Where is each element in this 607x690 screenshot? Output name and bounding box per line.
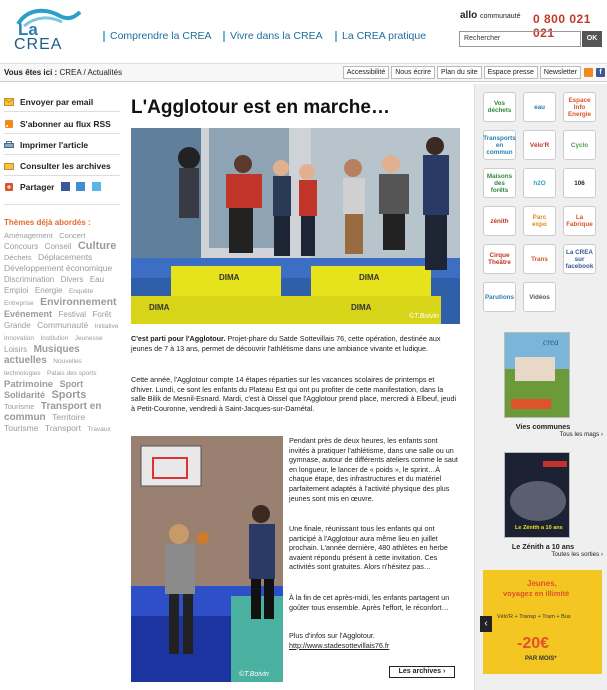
- tag-link[interactable]: Enquête: [68, 288, 94, 295]
- magazine-cover-title: crea: [543, 337, 559, 347]
- tag-link[interactable]: Loisirs: [4, 345, 28, 354]
- tag-link[interactable]: Forêt: [92, 310, 112, 319]
- tag-link[interactable]: Energie: [34, 286, 63, 295]
- tag-cloud: [4, 229, 122, 434]
- tag-link[interactable]: Patrimoine: [4, 379, 54, 390]
- tag-link[interactable]: Grande: [4, 321, 31, 330]
- magazine-title[interactable]: Vies communes: [515, 422, 571, 431]
- breadcrumb-prefix: Vous êtes ici :: [4, 68, 58, 77]
- service-tile[interactable]: Transports en commun: [483, 130, 516, 160]
- more-info-text: Plus d'infos sur l'Agglotour.: [289, 631, 375, 640]
- service-tile[interactable]: Espace Info Energie: [563, 92, 596, 122]
- tag-link[interactable]: Innovation: [4, 335, 34, 342]
- allo-text: allo: [460, 10, 478, 21]
- breadcrumb: [4, 68, 122, 77]
- article-paragraph-5: À la fin de cet après-midi, les enfants partagent un goûter tous ensemble. Après l'effort, le réconfort…: [289, 593, 450, 612]
- service-tile[interactable]: Parutions: [483, 282, 516, 312]
- rss-action-label: S'abonner au flux RSS: [20, 119, 111, 129]
- archives-button[interactable]: Les archives ›: [389, 666, 455, 678]
- myspace-share-icon[interactable]: [76, 182, 85, 191]
- service-tile[interactable]: eau: [523, 92, 556, 122]
- article-title: L'Agglotour est en marche…: [131, 97, 390, 118]
- breadcrumb-path[interactable]: CREA / Actualités: [59, 68, 123, 77]
- zenith-cover-illustration: [505, 453, 570, 538]
- ad-line2: voyagez en illimité: [503, 589, 570, 598]
- tag-link[interactable]: Musiques actuelles: [4, 344, 80, 366]
- athletics-photo-illustration: [131, 128, 460, 324]
- tag-link[interactable]: Transport: [44, 423, 81, 433]
- print-action[interactable]: [4, 140, 88, 150]
- share-action-label: Partager: [20, 182, 55, 192]
- tag-link[interactable]: Initiative: [94, 323, 119, 330]
- article-photo-main: [131, 128, 460, 324]
- share-action: [4, 182, 101, 192]
- folder-icon: [4, 162, 14, 170]
- logo-line1: La: [18, 20, 38, 39]
- tag-link[interactable]: Eau: [89, 275, 105, 284]
- service-tile[interactable]: Cirque Théâtre: [483, 244, 516, 274]
- search-input[interactable]: Rechercher: [459, 31, 581, 47]
- service-tile[interactable]: Vélo'R: [523, 130, 556, 160]
- zenith-cover-text: Le Zénith a 10 ans: [515, 525, 563, 531]
- divider: [4, 111, 120, 112]
- zenith-title[interactable]: Le Zénith a 10 ans: [511, 542, 575, 551]
- divider: [4, 175, 120, 176]
- tag-link[interactable]: Evénement: [4, 309, 53, 319]
- service-tile[interactable]: h2O: [523, 168, 556, 198]
- intro-bold: C'est parti pour l'Agglotour.: [131, 334, 226, 343]
- tag-link[interactable]: Communauté: [37, 320, 89, 330]
- archives-action-label: Consulter les archives: [20, 161, 111, 171]
- external-link[interactable]: http://www.stadesottevillais76.fr: [289, 640, 390, 650]
- all-mags-link[interactable]: Tous les mags ›: [560, 431, 603, 438]
- article-paragraph-2: Cette année, l'Agglotour compte 14 étapes réparties sur les vacances scolaires de printemps et d'hiver. Lundi, ce sont les enfants du Plateau Est qui ont pu profiter de cette manifestation, dans la salle Bilik de Mesnil-Esnard. Mardi, c'est à Oissel que l'Agglotour prend place, mercredi à Elbeuf, jeudi à Petit-Couronne, vendredi à Saint-Jacques-sur-Darnétal.: [131, 375, 457, 413]
- box-label: DIMA: [219, 273, 240, 282]
- tag-link[interactable]: Concert: [59, 231, 86, 240]
- service-tile[interactable]: zénith: [483, 206, 516, 236]
- zenith-cover[interactable]: [504, 452, 570, 538]
- article-paragraph-3: Pendant près de deux heures, les enfants sont invités à pratiquer l'athlétisme, dans une salle ou un gymnase, autour de différents ateliers comme le saut en longueur, le lancer de « poids », le sprint…À chaque étape, des infrastructures et du matériel parfaitement adaptés à l'activité physique des plus jeunes sont mis en œuvre.: [289, 436, 458, 503]
- tag-link[interactable]: Emploi: [4, 286, 29, 295]
- photo-credit: ©T.Boivin: [239, 671, 269, 678]
- nav-pratique[interactable]: La CREA pratique: [342, 30, 427, 42]
- twitter-share-icon[interactable]: [92, 182, 101, 191]
- tag-link[interactable]: Solidarité: [4, 390, 46, 400]
- box-label: DIMA: [149, 303, 170, 312]
- envelope-icon: [4, 98, 14, 106]
- email-action-label: Envoyer par email: [20, 97, 94, 107]
- tag-link[interactable]: Déchets: [4, 253, 32, 262]
- service-tile[interactable]: 106: [563, 168, 596, 198]
- tag-link[interactable]: Institution: [40, 335, 69, 342]
- tag-link[interactable]: Jeunesse: [74, 335, 103, 342]
- tag-link[interactable]: Nouvelles technologies: [4, 358, 82, 377]
- breadcrumb-bar: [0, 64, 607, 82]
- tag-link[interactable]: Déplacements: [37, 252, 93, 262]
- box-label: DIMA: [351, 303, 372, 312]
- tag-link[interactable]: Environnement: [40, 296, 117, 308]
- divider: [4, 154, 120, 155]
- ad-price: -20€: [517, 635, 550, 652]
- crea-logo[interactable]: [12, 6, 82, 54]
- search-button[interactable]: OK: [582, 31, 602, 47]
- link-accessibilite[interactable]: Accessibilité: [343, 66, 390, 79]
- site-header: [0, 0, 607, 64]
- nav-vivre[interactable]: Vivre dans la CREA: [230, 30, 323, 42]
- tag-link[interactable]: Sport: [59, 379, 84, 389]
- facebook-icon[interactable]: f: [596, 68, 605, 77]
- transport-ad[interactable]: [483, 570, 602, 674]
- link-plan-du-site[interactable]: Plan du site: [437, 66, 482, 79]
- service-tile[interactable]: Vidéos: [523, 282, 556, 312]
- link-nous-ecrire[interactable]: Nous écrire: [391, 66, 435, 79]
- carousel-prev-icon[interactable]: ‹: [480, 616, 492, 632]
- logo-line2: CREA: [14, 36, 63, 53]
- all-outings-link[interactable]: Toutes les sorties ›: [551, 551, 603, 558]
- magazine-cover[interactable]: [504, 332, 570, 418]
- link-espace-presse[interactable]: Espace presse: [484, 66, 538, 79]
- printer-icon: [4, 141, 14, 149]
- rss-feed-icon: [4, 120, 14, 128]
- intro-text: Projet-phare du Satde Sottevillais 76, cette opération, destinée aux jeunes de 7 à 13 ans, permet de découvrir l'athlétisme dans une ambiance vivante et ludique.: [131, 334, 441, 353]
- tag-link[interactable]: Sports: [51, 389, 87, 401]
- facebook-share-icon[interactable]: [61, 182, 70, 191]
- tags-title: Thèmes déjà abordés :: [4, 218, 91, 227]
- email-action[interactable]: [4, 97, 93, 107]
- allo-sub-text: communauté: [480, 13, 521, 20]
- service-tile[interactable]: Maisons des forêts: [483, 168, 516, 198]
- tag-link[interactable]: Conseil: [44, 242, 72, 251]
- article-intro: [131, 334, 458, 353]
- tag-link[interactable]: Travaux: [87, 426, 111, 433]
- tag-link[interactable]: Transport en commun: [4, 401, 102, 423]
- transport-ad-illustration: [483, 570, 602, 674]
- service-tile[interactable]: Trans: [523, 244, 556, 274]
- service-tile[interactable]: Parc expo: [523, 206, 556, 236]
- service-tile[interactable]: La Fabrique: [563, 206, 596, 236]
- article-paragraph-4: Une finale, réunissant tous les enfants qui ont participé à l'Agglotour aura même lieu en juillet prochain. L'année dernière, 480 athlètes en herbe avaient répondu présent à cette invitation. Ces activités sont gratuites. Alors n'hésitez pas…: [289, 524, 448, 572]
- magazine-cover-illustration: [505, 333, 570, 418]
- tag-link[interactable]: Aménagement: [4, 231, 53, 240]
- right-sidebar: [474, 84, 607, 690]
- tag-link[interactable]: Palais des sports: [46, 370, 97, 377]
- tag-link[interactable]: Tourisme: [4, 402, 35, 411]
- tag-link[interactable]: Concours: [4, 242, 39, 251]
- divider: [4, 204, 120, 205]
- print-action-label: Imprimer l'article: [20, 140, 89, 150]
- plus-icon: [4, 183, 14, 191]
- tag-link[interactable]: Tourisme: [4, 423, 39, 433]
- tag-link[interactable]: Culture: [77, 240, 117, 252]
- allo-communaute-label: [460, 10, 520, 21]
- ad-price-sub: PAR MOIS*: [525, 656, 557, 662]
- divider: [4, 133, 120, 134]
- archives-action[interactable]: [4, 161, 111, 171]
- tag-link[interactable]: Festival: [58, 310, 87, 319]
- rss-icon[interactable]: [584, 68, 593, 77]
- ad-line1: Jeunes,: [527, 579, 557, 588]
- tag-link[interactable]: Territoire: [52, 412, 86, 422]
- tag-link[interactable]: Discrimination: [4, 275, 55, 284]
- basketball-photo-illustration: [131, 436, 283, 682]
- link-newsletter[interactable]: Newsletter: [540, 66, 581, 79]
- article-photo-secondary: [131, 436, 283, 682]
- utility-links: [343, 66, 581, 79]
- ad-modes: Vélo'R + Transp + Tram + Bus: [497, 614, 571, 620]
- article-paragraph-6: [289, 631, 459, 650]
- tag-link[interactable]: Entreprise: [4, 300, 34, 307]
- service-tile[interactable]: Vos déchets: [483, 92, 516, 122]
- tag-link[interactable]: Développement économique: [4, 263, 113, 273]
- service-tile[interactable]: Cyclo: [563, 130, 596, 160]
- box-label: DIMA: [359, 273, 380, 282]
- phone-number: 0 800 021 021: [533, 12, 591, 40]
- nav-comprendre[interactable]: Comprendre la CREA: [110, 30, 212, 42]
- tag-link[interactable]: Divers: [60, 275, 84, 284]
- rss-action[interactable]: [4, 119, 111, 129]
- photo-credit: ©T.Boivin: [409, 313, 439, 320]
- service-tile[interactable]: La CREA sur facebook: [563, 244, 596, 274]
